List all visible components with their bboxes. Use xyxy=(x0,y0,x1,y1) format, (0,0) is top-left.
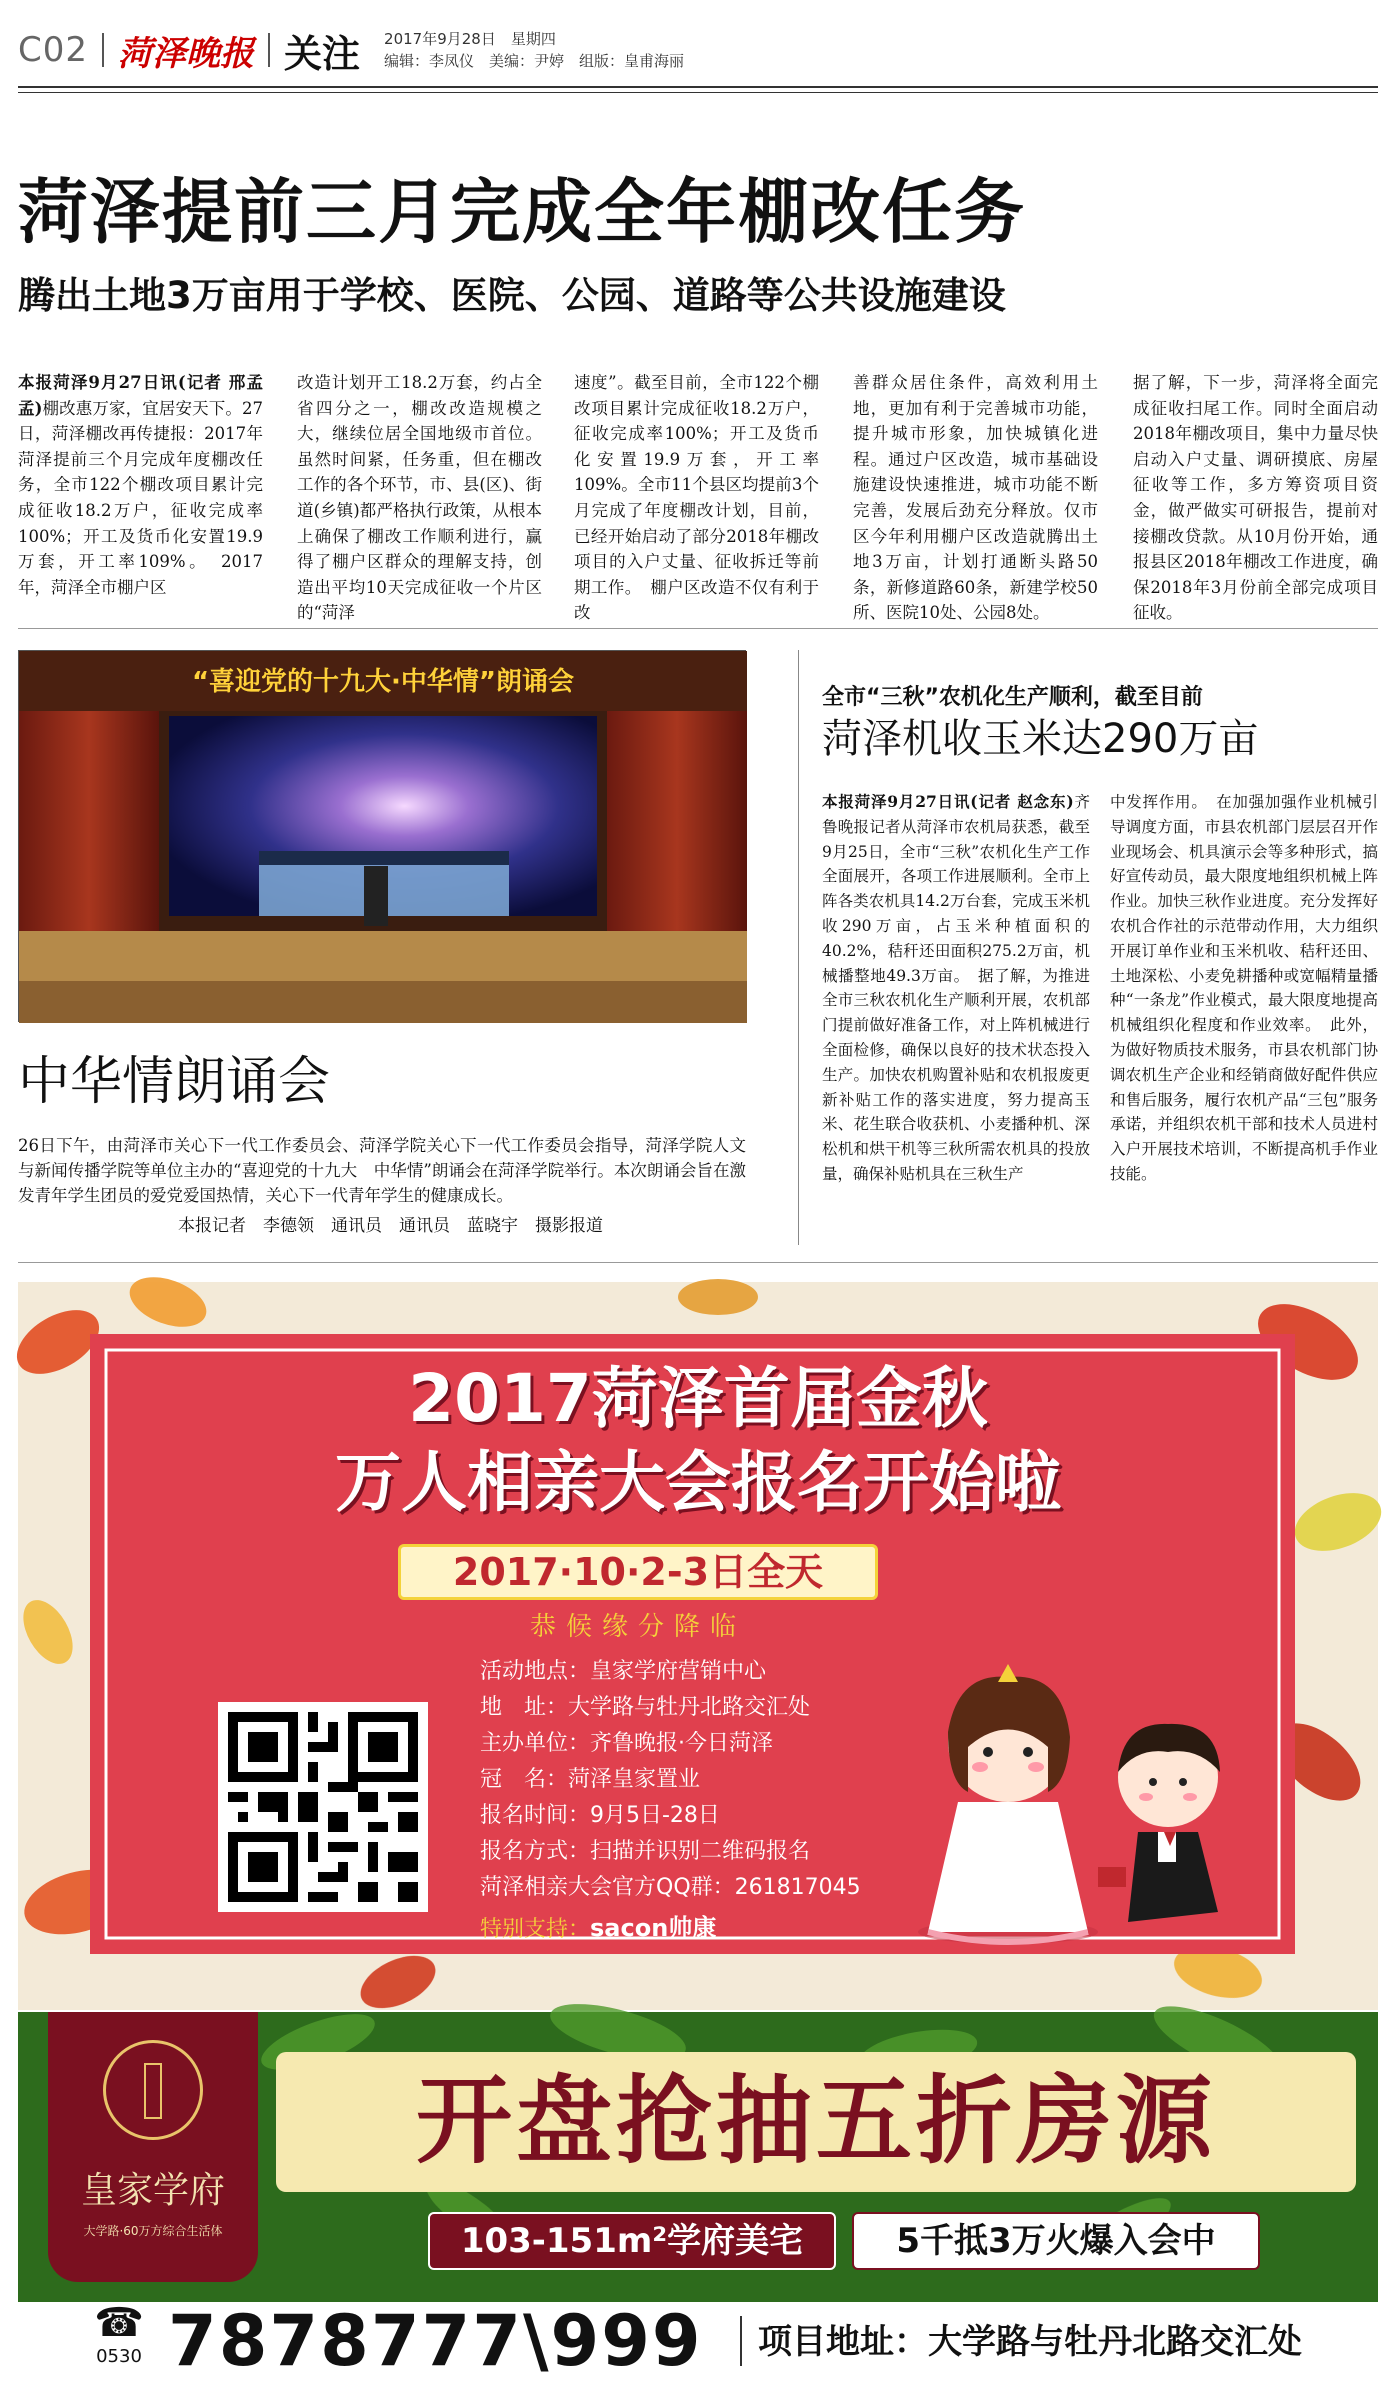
telephone-icon: ☎ xyxy=(94,2300,144,2346)
photo-caption-title: 中华情朗诵会 xyxy=(18,1052,331,1112)
ad1-title-line2: 万人相亲大会报名开始啦 xyxy=(335,1444,1061,1521)
royal-academy-logo xyxy=(48,2012,258,2282)
ad2-tag-promo: 5千抵3万火爆入会中 xyxy=(852,2212,1260,2270)
ad1-sponsor xyxy=(480,1910,920,1948)
ad1-info-row: 地 址：大学路与牡丹北路交汇处 xyxy=(480,1695,811,1720)
article-col1-text: 棚改惠万家，宜居安天下。27日，菏泽棚改再传捷报：2017年菏泽提前三个月完成年度棚改任务，全市122个棚改项目累计完成征收18.2万户，征收完成率100%；开工及货币化安置19.9万套，开工率109%。 2017年，菏泽全市棚户区 xyxy=(18,398,264,597)
ad1-info-row: 主办单位：齐鲁晚报·今日菏泽 xyxy=(480,1731,773,1756)
phone-divider xyxy=(740,2316,742,2366)
header-rule xyxy=(18,86,1378,88)
couple-cartoon-illustration xyxy=(898,1652,1278,1952)
side-column-1 xyxy=(822,790,1090,1250)
column-divider xyxy=(798,650,799,1245)
ad2-tag-area: 103-151m²学府美宅 xyxy=(428,2212,836,2270)
side-title: 菏泽机收玉米达290万亩 xyxy=(822,716,1259,762)
side-column-2: 中发挥作用。 在加强加强作业机械引导调度方面，市县农机部门层层召开作业现场会、机具演示会等多种形式，搞好宣传动员，最大限度地组织机械上阵作业。加快三秋作业进度。充分发挥好农机合作社的示范带动作用，大力组织开展订单作业和玉米机收、秸秆还田、土地深松、小麦免耕播种或宽幅精量播种“一条龙”作业模式，最大限度地提高机械组织化程度和作业效率。 此外，为做好物质技术服务，市县农机部门协调农机生产企业和经销商做好配件供应和售后服务，履行农机产品“三包”服务承诺，并组织农机干部和技术人员进村入户开展技术培训，不断提高机手作业技能。 xyxy=(1110,793,1378,1183)
side-lead: 本报菏泽9月27日讯(记者 赵念东) xyxy=(822,792,1074,811)
ad1-slogan: 恭候缘分降临 xyxy=(529,1612,746,1642)
article-column-2: 改造计划开工18.2万套，约占全省四分之一，棚改改造规模之大，继续位居全国地级市首位。虽然时间紧，任务重，但在棚改工作的各个环节，市、县(区)、街道(乡镇)都严格执行政策，从根本上确保了棚改工作顺利进行，赢得了棚户区群众的理解支持，创造出平均10天完成征收一个片区的“菏泽 xyxy=(297,373,542,623)
ad1-date-badge: 2017·10·2-3日全天 xyxy=(398,1544,878,1600)
header-divider xyxy=(268,33,270,67)
stage-illustration xyxy=(19,651,747,1023)
real-estate-advertisement xyxy=(18,2012,1378,2382)
ad1-sponsor-label: 特别支持： xyxy=(480,1917,591,1942)
area-code: 0530 xyxy=(96,2346,142,2367)
side-col1-text: 齐鲁晚报记者从菏泽市农机局获悉，截至9月25日，全市“三秋”农机化生产工作全面展开，各项工作进展顺利。全市上阵各类农机具14.2万台套，完成玉米机收290万亩，占玉米种植面积的40.2%，秸秆还田面积275.2万亩，机械播整地49.3万亩。 据了解，为推进全市三秋农机化生产顺利开展，农机部门提前做好准备工作，对上阵机械进行全面检修，确保以良好的技术状态投入生产。加快农机购置补贴和农机报废更新补贴工作的落实进度，努力提高玉米、花生联合收获机、小麦播种机、深松机和烘干机等三秋所需农机具的投放量，确保补贴机具在三秋生产 xyxy=(822,793,1090,1183)
stage-banner: “喜迎党的十九大·中华情”朗诵会 xyxy=(191,667,575,697)
crest-emblem xyxy=(103,2040,203,2140)
matchmaking-advertisement xyxy=(18,1282,1378,2010)
issue-date: 2017年9月28日 星期四 xyxy=(384,30,556,48)
side-kicker: 全市“三秋”农机化生产顺利，截至目前 xyxy=(822,685,1203,710)
phone-block xyxy=(74,2300,164,2378)
main-headline: 菏泽提前三月完成全年棚改任务 xyxy=(18,171,1026,253)
header-rule-thin xyxy=(18,92,1378,93)
page-number: C02 xyxy=(18,30,89,70)
photo-byline: 本报记者 李德领 通讯员 通讯员 蓝晓宇 摄影报道 xyxy=(178,1216,603,1236)
recital-photo xyxy=(18,650,746,1022)
header-meta xyxy=(384,28,684,72)
ad1-sponsor-brand: sacon帅康 xyxy=(590,1914,717,1942)
section-name: 关注 xyxy=(284,31,361,76)
registration-qr-code[interactable] xyxy=(218,1702,428,1912)
main-subhead: 腾出土地3万亩用于学校、医院、公园、道路等公共设施建设 xyxy=(18,274,1006,317)
section-rule xyxy=(18,628,1378,629)
editor-credits: 编辑：李凤仪 美编：尹婷 组版：皇甫海丽 xyxy=(384,52,685,70)
article-lead: 本报菏泽9月27日讯(记者 邢孟孟) xyxy=(18,373,263,418)
ad1-info-row: 菏泽相亲大会官方QQ群：261817045 xyxy=(480,1875,861,1900)
ad1-title-line1: 2017菏泽首届金秋 xyxy=(408,1360,988,1437)
header-divider xyxy=(102,33,104,67)
article-column-4: 善群众居住条件，高效利用土地，更加有利于完善城市功能，提升城市形象，加快城镇化进程。通过户区改造，城市基础设施建设快速推进，城市功能不断完善，发展后劲充分释放。仅市区今年利用棚户区改造就腾出土地3万亩，计划打通断头路50条，新修道路60条，新建学校50所、医院10处、公园8处。 xyxy=(853,373,1098,623)
project-address: 项目地址：大学路与牡丹北路交汇处 xyxy=(758,2322,1302,2362)
newspaper-brand: 菏泽晚报 xyxy=(118,33,255,74)
ad2-headline: 开盘抢抽五折房源 xyxy=(416,2065,1216,2177)
article-column-5: 据了解，下一步，菏泽将全面完成征收扫尾工作。同时全面启动2018年棚改项目，集中力量尽快启动入户丈量、调研摸底、房屋征收等工作，多方筹资项目资金，做严做实可研报告，提前对接棚改贷款。从10月份开始，通报县区2018年棚改工作进度，确保2018年3月份前全部完成项目征收。 xyxy=(1133,373,1378,623)
article-column-1 xyxy=(18,370,263,610)
page-header xyxy=(18,26,1378,74)
article-column-3: 速度”。截至目前，全市122个棚改项目累计完成征收18.2万户，征收完成率100%；开工及货币化安置19.9万套，开工率109%。全市11个县区均提前3个月完成了年度棚改计划，目前，已经开始启动了部分2018年棚改项目的入户丈量、征收拆迁等前期工作。 棚户区改造不仅有利于改 xyxy=(574,373,819,623)
qr-code-icon xyxy=(228,1712,418,1902)
section-rule xyxy=(18,1262,1378,1263)
hotline-number[interactable]: 7878777\999 xyxy=(168,2300,703,2382)
logo-subtitle: 大学路·60万方综合生活体 xyxy=(83,2224,223,2238)
ad1-info-row: 报名方式：扫描并识别二维码报名 xyxy=(480,1839,811,1864)
ad1-info-row: 报名时间：9月5日-28日 xyxy=(480,1803,720,1828)
crest-pillar-icon xyxy=(144,2063,162,2119)
ad1-info-list xyxy=(480,1654,920,1948)
ad1-info-row: 冠 名：菏泽皇家置业 xyxy=(480,1767,701,1792)
ad1-info-row: 活动地点：皇家学府营销中心 xyxy=(480,1659,767,1684)
photo-caption-text: 26日下午，由菏泽市关心下一代工作委员会、菏泽学院关心下一代工作委员会指导，菏泽学院人文与新闻传播学院等单位主办的“喜迎党的十九大 中华情”朗诵会在菏泽学院举行。本次朗诵会旨在激发青年学生团员的爱党爱国热情，关心下一代青年学生的健康成长。 xyxy=(18,1136,746,1205)
logo-name: 皇家学府 xyxy=(80,2170,225,2211)
